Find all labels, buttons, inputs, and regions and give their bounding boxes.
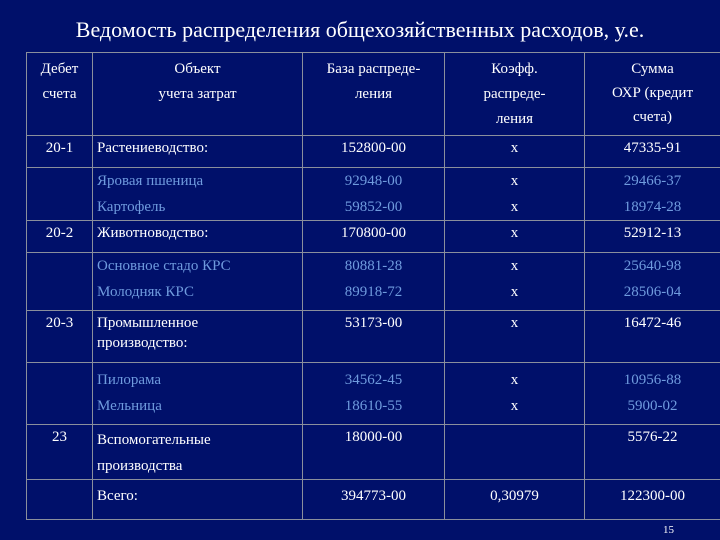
- object-cell: Промышленное производство:: [93, 311, 303, 363]
- header-base: База распреде- ления: [303, 53, 445, 136]
- base-cell: 152800-00: [303, 136, 445, 168]
- account-cell: [27, 363, 93, 425]
- base-cell: 34562-45 18610-55: [303, 363, 445, 425]
- coef-cell: х: [445, 136, 585, 168]
- header-debit: Дебет счета: [27, 53, 93, 136]
- base-cell: 80881-28 89918-72: [303, 253, 445, 311]
- object-cell: Всего:: [93, 480, 303, 520]
- base-cell: 92948-00 59852-00: [303, 168, 445, 221]
- sum-cell: 25640-98 28506-04: [585, 253, 720, 311]
- coef-cell: 0,30979: [445, 480, 585, 520]
- account-cell: 20-1: [27, 136, 93, 168]
- coef-cell: х: [445, 311, 585, 363]
- header-row: [27, 53, 720, 136]
- object-cell: Вспомогательные производства: [93, 425, 303, 480]
- base-cell: 394773-00: [303, 480, 445, 520]
- header-sum: Сумма ОХР (кредит счета): [585, 53, 720, 136]
- table-row: [27, 311, 720, 363]
- sum-cell: 5576-22: [585, 425, 720, 480]
- table-row: [27, 221, 720, 253]
- sum-cell: 29466-37 18974-28: [585, 168, 720, 221]
- page-number: 15: [663, 524, 674, 536]
- table-row-sub: [27, 363, 720, 425]
- base-cell: 18000-00: [303, 425, 445, 480]
- account-cell: 20-3: [27, 311, 93, 363]
- account-cell: 23: [27, 425, 93, 480]
- object-cell: Пилорама Мельница: [93, 363, 303, 425]
- sum-cell: 10956-88 5900-02: [585, 363, 720, 425]
- coef-cell: х х: [445, 168, 585, 221]
- coef-cell: [445, 425, 585, 480]
- account-cell: [27, 168, 93, 221]
- sum-cell: 47335-91: [585, 136, 720, 168]
- sum-cell: 16472-46: [585, 311, 720, 363]
- account-cell: [27, 253, 93, 311]
- sum-cell: 122300-00: [585, 480, 720, 520]
- object-cell: Растениеводство:: [93, 136, 303, 168]
- page-title: Ведомость распределения общехозяйственных расходов, у.е.: [75, 17, 645, 42]
- account-cell: 20-2: [27, 221, 93, 253]
- header-coef: Коэфф. распреде- ления: [445, 53, 585, 136]
- table-row: [27, 136, 720, 168]
- coef-cell: х х: [445, 363, 585, 425]
- object-cell: Яровая пшеница Картофель: [93, 168, 303, 221]
- table-row: [27, 425, 720, 480]
- sum-cell: 52912-13: [585, 221, 720, 253]
- total-row: [27, 480, 720, 520]
- coef-cell: х: [445, 221, 585, 253]
- base-cell: 53173-00: [303, 311, 445, 363]
- table-row-sub: [27, 253, 720, 311]
- base-cell: 170800-00: [303, 221, 445, 253]
- coef-cell: х х: [445, 253, 585, 311]
- account-cell: [27, 480, 93, 520]
- object-cell: Животноводство:: [93, 221, 303, 253]
- distribution-table: [26, 52, 720, 520]
- table-row-sub: [27, 168, 720, 221]
- object-cell: Основное стадо КРС Молодняк КРС: [93, 253, 303, 311]
- header-object: Объект учета затрат: [93, 53, 303, 136]
